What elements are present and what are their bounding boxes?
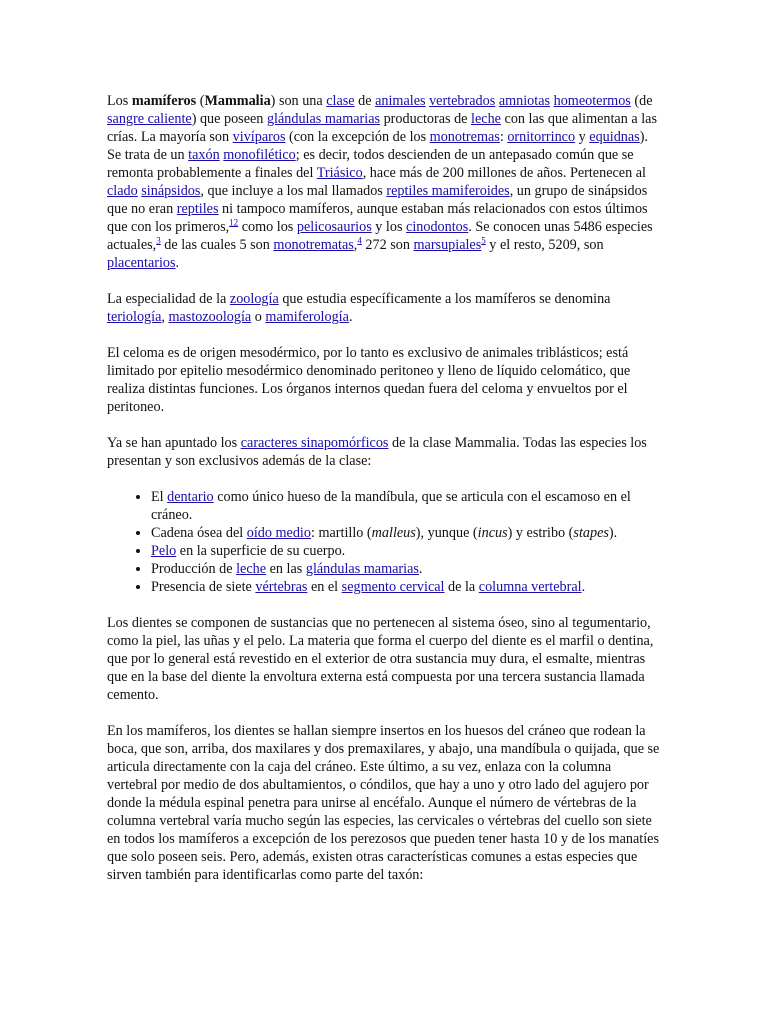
- text: con las que alimentan a las crías. La mayoría son: [107, 111, 657, 145]
- link-amniotas[interactable]: amniotas: [498, 93, 551, 109]
- link-marsupiales[interactable]: marsupiales: [413, 237, 482, 253]
- italic-term: stapes: [573, 525, 609, 541]
- italic-term: incus: [477, 525, 508, 541]
- text: de: [354, 93, 376, 109]
- list-item: [151, 542, 663, 560]
- text: Presencia de siete: [151, 579, 256, 595]
- bold-term: mamíferos: [131, 93, 197, 109]
- text: .: [581, 579, 586, 595]
- paragraph-celoma: El celoma es de origen mesodérmico, por lo tanto es exclusivo de animales triblásticos; está limitado por epitelio mesodérmico denominado peritoneo y lleno de líquido celomático, que realiza distintas funciones. Los órganos internos quedan fuera del celoma y envueltos por el peritoneo.: [107, 345, 631, 415]
- text: como único hueso de la mandíbula, que se articula con el escamoso en el cráneo.: [151, 489, 631, 523]
- link-ornitorrinco[interactable]: ornitorrinco: [507, 129, 576, 145]
- text: de la clase Mammalia. Todas las especies los presentan y son exclusivos además de la clase:: [107, 435, 647, 469]
- text: de la: [444, 579, 479, 595]
- text: ni tampoco mamíferos, aunque estaban más relacionados con estos últimos que con los primeros,: [107, 201, 648, 235]
- link-sinapsidos[interactable]: sinápsidos: [141, 183, 201, 199]
- link-animales[interactable]: animales: [375, 93, 426, 109]
- paragraph-craneo: En los mamíferos, los dientes se hallan siempre insertos en los huesos del cráneo que rodean la boca, que son, arriba, dos maxilares y dos premaxilares, y abajo, una mandíbula o quijada, que se articula directamente con la caja del cráneo. Este último, a su vez, enlaza con la columna vertebral por medio de dos abultamientos, o cóndilos, que hay a uno y otro lado del agujero por donde la médula espinal penetra para unirse al encéfalo. Aunque el número de vértebras de la columna vertebral varía mucho según las especies, las cervicales o vértebras del cuello son siete en todos los mamíferos a excepción de los perezosos que pueden tener hasta 10 y de los manatíes que solo poseen seis. Pero, además, existen otras características comunes a estas especies que sirven también para identificarlas como parte del taxón:: [107, 723, 660, 883]
- text: .: [175, 255, 180, 271]
- text: y: [575, 129, 590, 145]
- bold-term: Mammalia: [204, 93, 271, 109]
- link-clado[interactable]: clado: [107, 183, 138, 199]
- link-clase[interactable]: clase: [326, 93, 355, 109]
- text: (de: [630, 93, 653, 109]
- link-taxon[interactable]: taxón: [188, 147, 220, 163]
- link-cinodontos[interactable]: cinodontos: [406, 219, 469, 235]
- link-glandulas-mamarias[interactable]: glándulas mamarias: [305, 561, 419, 577]
- link-sangre-caliente[interactable]: sangre caliente: [107, 111, 192, 127]
- link-columna-vertebral[interactable]: columna vertebral: [478, 579, 582, 595]
- link-monofiletico[interactable]: monofilético: [223, 147, 296, 163]
- text: o: [251, 309, 266, 325]
- link-pelo[interactable]: Pelo: [151, 543, 177, 559]
- link-dentario[interactable]: dentario: [167, 489, 214, 505]
- link-reptiles[interactable]: reptiles: [176, 201, 219, 217]
- text: :: [499, 129, 508, 145]
- text: 272 son: [361, 237, 414, 253]
- link-homeotermos[interactable]: homeotermos: [553, 93, 631, 109]
- text: de las cuales 5 son: [160, 237, 274, 253]
- citation-link[interactable]: 3: [156, 235, 161, 246]
- link-mamiferologia[interactable]: mamiferología: [265, 309, 349, 325]
- text: : martillo (: [310, 525, 372, 541]
- text: . Se conocen unas 5486 especies actuales,: [107, 219, 653, 253]
- citation-link[interactable]: 4: [357, 235, 362, 246]
- list-item: [151, 560, 663, 578]
- text: Ya se han apuntado los: [107, 435, 241, 451]
- paragraph-caracteres: [107, 434, 663, 470]
- text: en el: [307, 579, 342, 595]
- text: ; es decir, todos descienden de un antepasado común que se remonta probablemente a finales del: [107, 147, 634, 181]
- text: ) que poseen: [191, 111, 267, 127]
- italic-term: malleus: [371, 525, 416, 541]
- link-zoologia[interactable]: zoología: [229, 291, 279, 307]
- text: ,: [161, 309, 169, 325]
- text: La especialidad de la: [107, 291, 230, 307]
- paragraph-especialidad: [107, 290, 663, 326]
- list-item: [151, 488, 663, 524]
- link-monotremas[interactable]: monotremas: [429, 129, 500, 145]
- paragraph-intro: [107, 92, 663, 272]
- link-segmento-cervical[interactable]: segmento cervical: [341, 579, 445, 595]
- text: productoras de: [380, 111, 472, 127]
- text: , que incluye a los mal llamados: [200, 183, 387, 199]
- link-caracteres-sinapomorficos[interactable]: caracteres sinapomórficos: [240, 435, 389, 451]
- text: Los: [107, 93, 132, 109]
- text: y el resto, 5209, son: [485, 237, 604, 253]
- text: (con la excepción de los: [285, 129, 430, 145]
- features-list: [107, 488, 663, 596]
- link-leche[interactable]: leche: [471, 111, 501, 127]
- text: que estudia específicamente a los mamíferos se denomina: [278, 291, 611, 307]
- text: , un grupo de sinápsidos que no eran: [107, 183, 648, 217]
- link-placentarios[interactable]: placentarios: [107, 255, 176, 271]
- link-mastozoologia[interactable]: mastozoología: [168, 309, 252, 325]
- text: y los: [371, 219, 407, 235]
- text: en la superficie de su cuerpo.: [176, 543, 346, 559]
- text: ), yunque (: [415, 525, 478, 541]
- text: .: [418, 561, 423, 577]
- list-item: [151, 578, 663, 596]
- link-reptiles-mamiferoides[interactable]: reptiles mamiferoides: [386, 183, 510, 199]
- list-item: [151, 524, 663, 542]
- text: (: [196, 93, 205, 109]
- link-leche[interactable]: leche: [236, 561, 267, 577]
- link-vertebrados[interactable]: vertebrados: [429, 93, 496, 109]
- document-page: [107, 92, 663, 902]
- text: ).: [608, 525, 618, 541]
- link-vertebras[interactable]: vértebras: [255, 579, 308, 595]
- link-monotrematas[interactable]: monotrematas: [273, 237, 354, 253]
- text: , hace más de 200 millones de años. Pertenecen al: [362, 165, 646, 181]
- text: ) y estribo (: [507, 525, 574, 541]
- link-glandulas-mamarias[interactable]: glándulas mamarias: [266, 111, 381, 127]
- text: Cadena ósea del: [151, 525, 247, 541]
- text: ) son una: [270, 93, 327, 109]
- citation-link[interactable]: 12: [229, 217, 239, 228]
- text: ). Se trata de un: [107, 129, 648, 163]
- text: .: [348, 309, 353, 325]
- link-oido-medio[interactable]: oído medio: [246, 525, 311, 541]
- link-equidnas[interactable]: equidnas: [589, 129, 640, 145]
- paragraph-dientes: Los dientes se componen de sustancias que no pertenecen al sistema óseo, sino al tegumentario, como la piel, las uñas y el pelo. La materia que forma el cuerpo del diente es el marfil o dentina, que por lo general está revestido en el exterior de otra sustancia muy dura, el esmalte, mientras que en la base del diente la envoltura externa está compuesta por una tercera sustancia llamada cemento.: [107, 615, 654, 703]
- text: El: [151, 489, 168, 505]
- link-triasico[interactable]: Triásico: [316, 165, 363, 181]
- text: en las: [266, 561, 306, 577]
- link-pelicosaurios[interactable]: pelicosaurios: [296, 219, 372, 235]
- text: ,: [353, 237, 358, 253]
- text: como los: [238, 219, 297, 235]
- citation-link[interactable]: 5: [481, 235, 486, 246]
- link-teriologia[interactable]: teriología: [107, 309, 162, 325]
- text: Producción de: [151, 561, 237, 577]
- link-viviparos[interactable]: vivíparos: [232, 129, 286, 145]
